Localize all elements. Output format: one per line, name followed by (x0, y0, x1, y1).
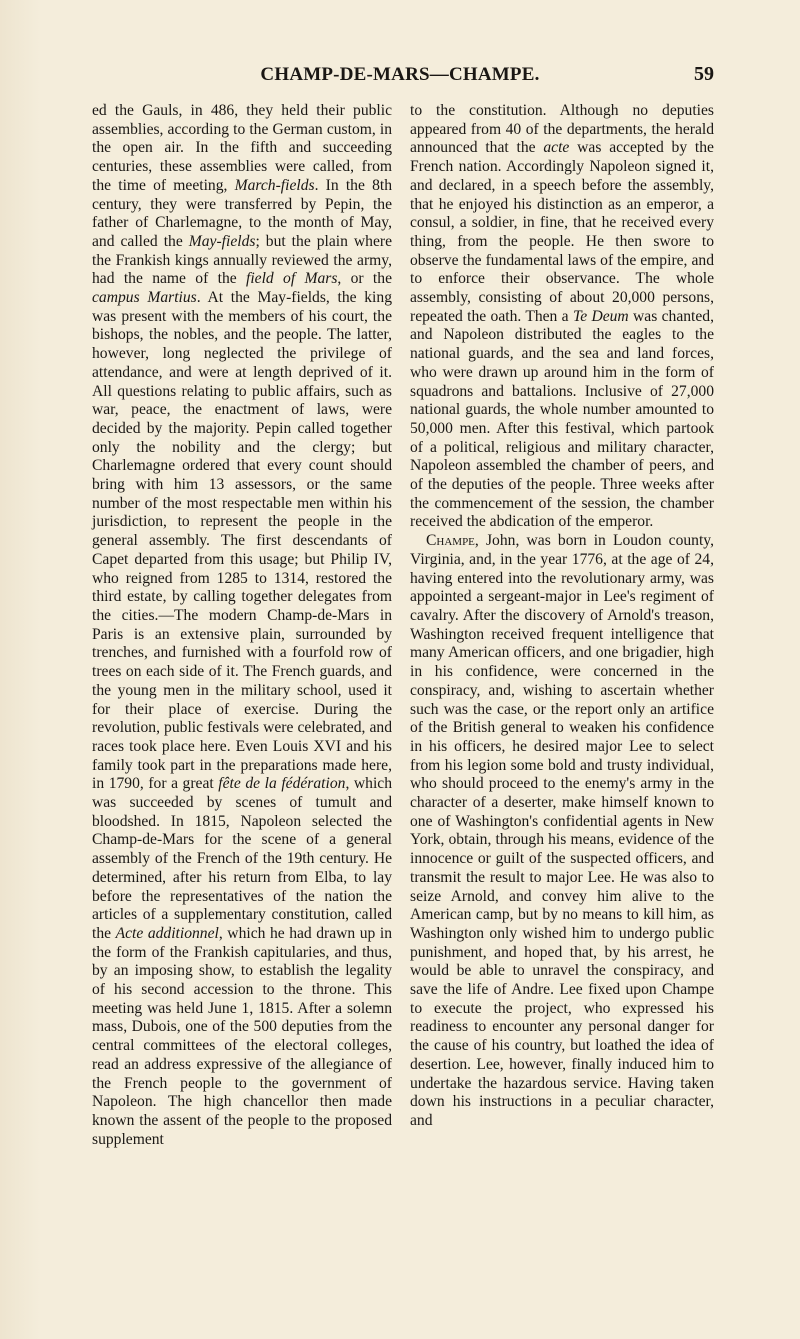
text-run: , which he had drawn up in the form of the Frankish capitularies, and thus, by an imposing show, to establish the legality of his second accession to the throne. This meeting was held June 1, 1815. After a solemn mass, Dubois, one of the 500 deputies from the central committees of the electoral colleges, read an address expressive of the allegiance of the French people to the government of Napoleon. The high chancellor then made known the assent of the people to the proposed supplement (92, 924, 393, 1148)
italic-term: fête de la fédération (218, 775, 346, 793)
italic-term: Te Deum (572, 307, 629, 325)
italic-term: March-fields (234, 176, 315, 194)
italic-term: May-fields (188, 232, 256, 250)
page-number: 59 (694, 63, 714, 85)
left-column (92, 102, 392, 1149)
italic-term: acte (543, 139, 570, 157)
text-run: to the constitution. Although no deputies appeared from 40 of the departments, the herald announced that the (410, 102, 714, 157)
paragraph-champ-de-mars-continued (92, 102, 392, 1149)
text-run: , which was succeeded by scenes of tumult and bloodshed. In 1815, Napoleon selected the Champ-de-Mars for the scene of a general assembly of the French of the 19th century. He determined, after his return from Elba, to lay before the representatives of the nation the articles of a supplementary constitution, called the (92, 775, 393, 942)
right-column (410, 102, 714, 1131)
text-run: , John, was born in Loudon county, Virginia, and, in the year 1776, at the age of 24, having entered into the revolutionary army, was appointed a sergeant-major in Lee's regiment of cavalry. After the discovery of Arnold's treason, Washington received frequent intelligence that many American officers, and one brigadier, high in his confidence, were concerned in the conspiracy, and, wishing to ascertain whether such was the case, or the report only an artifice of the British general to weaken his confidence in his officers, he desired major Lee to select from his legion some bold and trusty individual, who should proceed to the enemy's army in the character of a deserter, make himself known to one of Washington's confidential agents in New York, obtain, through his means, evidence of the innocence or guilt of the suspected officers, and transmit the result to major Lee. He was also to seize Arnold, and convey him alive to the American camp, but by no means to kill him, as Washington only wished him to undergo public punishment, and hoped that, by his arrest, he would be able to unravel the conspiracy, and save the life of Andre. Lee fixed upon Champe to execute the project, who expressed his readiness to encounter any personal danger for the cause of his country, but loathed the idea of desertion. Lee, however, finally induced him to undertake the hazardous service. Having taken down his instructions in a peculiar character, and (410, 532, 714, 1129)
text-run: . At the May-fields, the king was present with the members of his court, the bishops, the nobles, and the people. The latter, however, long neglected the privilege of attendance, and were at length deprived of it. All questions relating to public affairs, such as war, peace, the enactment of laws, were decided by the majority. Pepin called together only the nobility and the clergy; but Charlemagne ordered that every count should bring with him 13 assessors, or the same number of the most respectable men within his jurisdiction, to represent the people in the general assembly. The first descendants of Capet departed from this usage; but Philip IV, who reigned from 1285 to 1314, restored the third estate, by calling together delegates from the cities.—The modern Champ-de-Mars in Paris is an extensive plain, surrounded by trenches, and furnished with a fourfold row of trees on each side of it. The French guards, and the young men in the military school, used it for their place of exercise. During the revolution, public festivals were celebrated, and races took place here. Even Louis XVI and his family took part in the preparations made here, in 1790, for a great (92, 289, 392, 793)
italic-term: field of Mars (245, 270, 338, 288)
text-run: ed the Gauls, in 486, they held their public assemblies, according to the German custom, in the open air. In the fifth and succeeding centuries, these assemblies were called, from the time of meeting, (92, 102, 392, 194)
entry-headword: Champe (426, 532, 475, 550)
text-run: ; but the plain where the Frankish kings annually reviewed the army, had the name of the (92, 232, 392, 288)
text-run: , or the (337, 270, 392, 288)
text-run: was accepted by the French nation. Accordingly Napoleon signed it, and declared, in a speech before the assembly, that he enjoyed his distinction as an emperor, a consul, a soldier, in fine, that he received every thing, from the people. He then swore to observe the fundamental laws of the empire, and to enforce their observance. The whole assembly, consisting of about 20,000 persons, repeated the oath. Then a (410, 139, 714, 325)
italic-term: campus Martius (92, 289, 197, 307)
text-run: was chanted, and Napoleon distributed the eagles to the national guards, and the sea and land forces, who were drawn up around him in the form of squadrons and battalions. Inclusive of 27,000 national guards, the whole number amounted to 50,000 men. After this festival, which partook of a political, religious and military character, Napoleon assembled the chamber of peers, and of the deputies of the people. Three weeks after the commencement of the session, the chamber received the abdication of the emperor. (410, 307, 715, 531)
paragraph-champe-entry (410, 532, 714, 1131)
running-head (0, 64, 800, 88)
text-run: . In the 8th century, they were transferred by Pepin, the father of Charlemagne, to the month of May, and called the (92, 176, 392, 250)
running-title: CHAMP-DE-MARS—CHAMPE. (260, 64, 540, 85)
italic-term: Acte additionnel (115, 924, 219, 942)
paragraph-champ-de-mars-end (410, 102, 714, 532)
